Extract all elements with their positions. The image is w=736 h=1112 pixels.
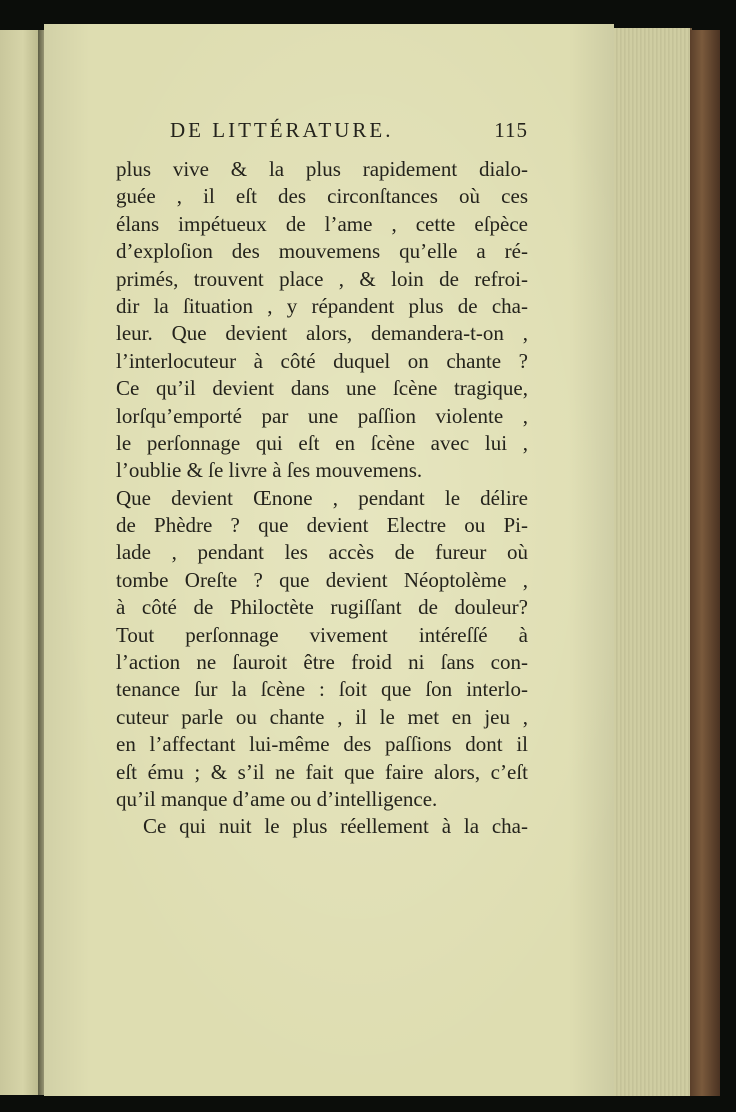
text-line: plus vive & la plus rapidement dialo- [116, 157, 528, 181]
text-line: Que devient Œnone , pendant le délire [116, 485, 528, 510]
text-line: tombe Oreſte ? que devient Néoptolème , [116, 567, 528, 592]
text-line: à côté de Philoctète rugiſſant de douleur? [116, 595, 528, 620]
text-line: le perſonnage qui eſt en ſcène avec lui , [116, 430, 528, 455]
text-line: d’exploſion des mouvemens qu’elle a ré- [116, 239, 528, 264]
book-cover-edge [690, 30, 720, 1096]
text-line: guée , il eſt des circonſtances où ces [116, 184, 528, 209]
text-line: Ce qui nuit le plus réellement à la cha- [143, 814, 528, 839]
text-line: primés, trouvent place , & loin de refroi- [116, 266, 528, 291]
text-line: dir la ſituation , y répandent plus de cha- [116, 293, 528, 318]
text-line: lade , pendant les accès de fureur où [116, 540, 528, 565]
text-line: leur. Que devient alors, demandera-t-on , [116, 321, 528, 346]
text-line: tenance ſur la ſcène : ſoit que ſon interlo- [116, 677, 528, 702]
text-line: l’oublie & ſe livre à ſes mouvemens. [116, 458, 423, 483]
text-line: lorſqu’emporté par une paſſion violente , [116, 403, 528, 428]
text-line: eſt ému ; & s’il ne fait que faire alors, c’eſt [116, 759, 528, 784]
text-line: élans impétueux de l’ame , cette eſpèce [116, 211, 528, 236]
text-line: Tout perſonnage vivement intéreſſé à [116, 622, 528, 647]
facing-page-edge [0, 30, 40, 1095]
text-line: cuteur parle ou chante , il le met en jeu , [116, 704, 528, 729]
page-edges [614, 28, 692, 1096]
running-head [116, 118, 528, 156]
text-line: l’action ne ſauroit être froid ni ſans con- [116, 650, 528, 675]
text-line: de Phèdre ? que devient Electre ou Pi- [116, 513, 528, 538]
text-line: Ce qu’il devient dans une ſcène tragique, [116, 376, 528, 401]
text-line: qu’il manque d’ame ou d’intelligence. [116, 786, 438, 811]
page-number: 115 [494, 118, 528, 142]
text-line: l’interlocuteur à côté duquel on chante ? [116, 348, 528, 373]
running-title: DE LITTÉRATURE. [170, 118, 394, 142]
page-text [116, 118, 528, 841]
text-line: en l’affectant lui-même des paſſions dont il [116, 732, 528, 757]
